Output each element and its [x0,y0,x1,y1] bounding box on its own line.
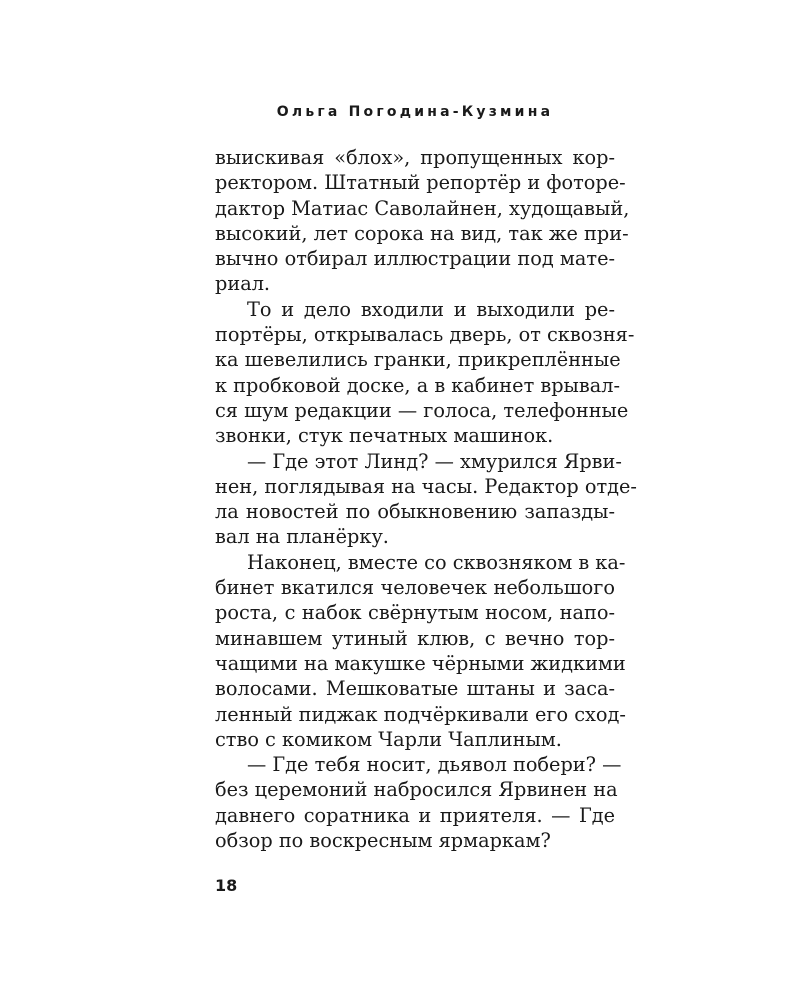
text-line: без церемоний набросился Ярвинен на [215,778,618,802]
text-line: звонки, стук печатных машинок. [215,424,554,448]
text-line: Наконец, вместе со сквозняком в ка- [247,550,626,574]
text-line: риал. [215,272,271,296]
text-line: ла новостей по обыкновению запазды- [215,500,615,524]
body-text [215,145,637,853]
text-line: ство с комиком Чарли Чаплиным. [215,727,562,751]
text-line: роста, с набок свёрнутым носом, напо- [215,601,615,625]
text-line: высокий, лет сорока на вид, так же при- [215,221,629,245]
running-head-author: Ольга Погодина-Кузмина [276,104,554,120]
text-line: — Где этот Линд? — хмурился Ярви- [247,449,622,473]
text-line: нен, поглядывая на часы. Редактор отде- [215,474,637,498]
text-line: минавшем утиный клюв, с вечно тор- [215,626,615,650]
text-line: давнего соратника и приятеля. — Где [215,803,615,827]
text-line: портёры, открывалась дверь, от сквозня- [215,323,635,347]
text-line: обзор по воскресным ярмаркам? [215,829,551,853]
text-line: То и дело входили и выходили ре- [247,297,615,321]
text-line: вычно отбирал иллюстрации под мате- [215,247,615,271]
text-line: ся шум редакции — голоса, телефонные [215,398,629,422]
text-line: ка шевелились гранки, прикреплённые [215,348,621,372]
text-line: ленный пиджак подчёркивали его сход- [215,702,626,726]
text-line: к пробковой доске, а в кабинет врывал- [215,373,621,397]
text-line: выискивая «блох», пропущенных кор- [215,146,615,169]
text-line: бинет вкатился человечек небольшого [215,576,615,600]
text-line: — Где тебя носит, дьявол побери? — [247,753,622,777]
text-line: волосами. Мешковатые штаны и заса- [215,677,615,701]
text-line: дактор Матиас Саволайнен, худощавый, [215,196,630,220]
page-number: 18 [215,876,238,895]
text-line: вал на планёрку. [215,525,389,549]
text-line: ректором. Штатный репортёр и фоторе- [215,171,626,195]
text-line: чащими на макушке чёрными жидкими [215,651,626,675]
